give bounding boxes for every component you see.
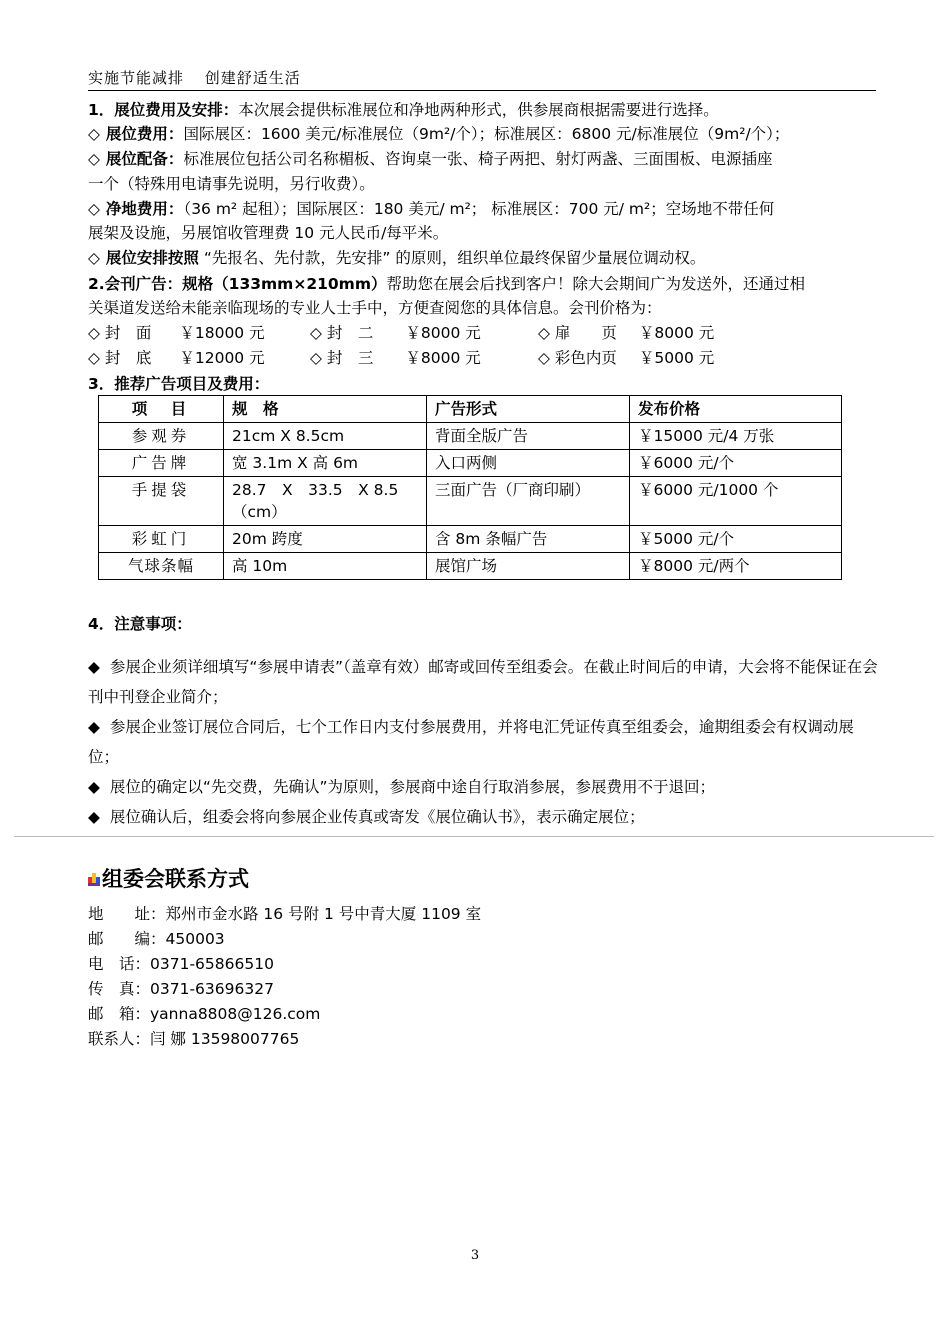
- contact-title-line: [88, 864, 249, 894]
- table-cell: ￥6000 元/个: [630, 450, 842, 477]
- notice-text: 参展企业签订展位合同后，七个工作日内支付参展费用，并将电汇凭证传真至组委会，逾期组委会有权调动展位；: [88, 718, 854, 766]
- table-cell: 三面广告（厂商印刷）: [427, 477, 630, 526]
- section1-title: 1．展位费用及安排：: [88, 101, 239, 119]
- notice-text: 展位的确定以“先交费，先确认”为原则，参展商中途自行取消参展，参展费用不于退回；: [109, 778, 715, 796]
- filled-diamond-bullet-icon: ◆: [88, 658, 100, 676]
- price-value: ￥18000 元: [179, 324, 265, 342]
- raw-space-line: [88, 197, 878, 221]
- price-item: [310, 346, 481, 370]
- table-cell: 彩虹门: [99, 526, 224, 553]
- notice-text: 参展企业须详细填写“参展申请表”（盖章有效）邮寄或回传至组委会。在截止时间后的申请，大会将不能保证在会刊中刊登企业简介；: [88, 658, 878, 706]
- price-item: [310, 321, 481, 345]
- table-cell: ￥8000 元/两个: [630, 553, 842, 580]
- section2-title-line: [88, 272, 878, 296]
- table-cell: 气球条幅: [99, 553, 224, 580]
- diamond-bullet-icon: ◇: [88, 200, 100, 218]
- booth-arrange-line: [88, 246, 878, 270]
- section4-title: 4．注意事项：: [88, 615, 192, 633]
- table-row: [99, 423, 842, 450]
- table-cell: ￥5000 元/个: [630, 526, 842, 553]
- booth-fee-text: 国际展区：1600 美元/标准展位（9m²/个）；标准展区：6800 元/标准展位（9m²/个）；: [183, 125, 790, 143]
- table-row: [99, 553, 842, 580]
- notice-item: [88, 772, 878, 802]
- booth-arrange-label: 展位安排按照: [105, 249, 199, 267]
- price-label: ◇ 封 三: [310, 349, 374, 367]
- booth-config-line: [88, 147, 878, 171]
- section1-intro: 本次展会提供标准展位和净地两种形式，供参展商根据需要进行选择。: [238, 101, 719, 119]
- price-label: ◇ 封 二: [310, 324, 374, 342]
- contact-phone: 电 话：0371-65866510: [88, 955, 274, 973]
- contact-person: 联系人：闫 娜 13598007765: [88, 1030, 300, 1048]
- raw-space-text: （36 m² 起租）；国际展区：180 美元/ m²； 标准展区：700 元/ m²；空场地不带任何: [183, 200, 775, 218]
- header-slogan-b: 创建舒适生活: [204, 69, 301, 87]
- price-item: [88, 346, 265, 370]
- contact-email: 邮 箱：yanna8808@126.com: [88, 1005, 321, 1023]
- price-label: ◇ 扉 页: [538, 324, 617, 342]
- table-cell: 高 10m: [224, 553, 427, 580]
- filled-diamond-bullet-icon: ◆: [88, 778, 100, 796]
- table-header-cell: 项 目: [99, 396, 224, 423]
- notice-item: [88, 652, 878, 712]
- booth-fee-label: 展位费用：: [105, 125, 184, 143]
- table-row: [99, 526, 842, 553]
- table-header-cell: 发布价格: [630, 396, 842, 423]
- filled-diamond-bullet-icon: ◆: [88, 808, 100, 826]
- notice-item: [88, 802, 878, 832]
- price-item: [88, 321, 265, 345]
- table-cell: 21cm X 8.5cm: [224, 423, 427, 450]
- table-header-cell: 广告形式: [427, 396, 630, 423]
- page-header: [88, 66, 876, 91]
- diamond-bullet-icon: ◇: [88, 150, 100, 168]
- diamond-bullet-icon: ◇: [88, 249, 100, 267]
- price-value: ￥8000 元: [405, 324, 481, 342]
- filled-diamond-bullet-icon: ◆: [88, 718, 100, 736]
- contact-title: 组委会联系方式: [102, 867, 249, 891]
- table-cell: 20m 跨度: [224, 526, 427, 553]
- ads-table: [98, 395, 842, 580]
- price-value: ￥12000 元: [179, 349, 265, 367]
- notice-item: [88, 712, 878, 772]
- table-cell: 入口两侧: [427, 450, 630, 477]
- raw-space-label: 净地费用：: [105, 200, 184, 218]
- section1-title-line: [88, 98, 878, 122]
- table-cell: 展馆广场: [427, 553, 630, 580]
- page-number: 3: [470, 1248, 480, 1263]
- catalog-price-grid: [88, 321, 788, 371]
- booth-config-label: 展位配备：: [105, 150, 184, 168]
- table-cell: 宽 3.1m X 高 6m: [224, 450, 427, 477]
- table-cell: ￥6000 元/1000 个: [630, 477, 842, 526]
- contact-fax: 传 真：0371-63696327: [88, 980, 274, 998]
- price-value: ￥8000 元: [405, 349, 481, 367]
- section2-text-line-2: 关渠道发送给未能亲临现场的专业人士手中，方便查阅您的具体信息。会刊价格为：: [88, 299, 662, 317]
- booth-fee-line: [88, 122, 878, 146]
- table-cell: 28.7 X 33.5 X 8.5（cm）: [224, 477, 427, 526]
- price-label: ◇ 封 面: [88, 324, 152, 342]
- table-header-row: [99, 396, 842, 423]
- contact-address: 地 址：郑州市金水路 16 号附 1 号中青大厦 1109 室: [88, 905, 482, 923]
- price-value: ￥8000 元: [638, 324, 715, 342]
- price-label: ◇ 彩色内页: [538, 349, 617, 367]
- price-value: ￥5000 元: [638, 349, 715, 367]
- table-row: [99, 450, 842, 477]
- section2-text: 帮助您在展会后找到客户！除大会期间广为发送外，还通过相: [386, 275, 805, 293]
- booth-arrange-text: “先报名、先付款，先安排” 的原则，组织单位最终保留少量展位调动权。: [198, 249, 706, 267]
- table-row: [99, 477, 842, 526]
- booth-config-text: 标准展位包括公司名称楣板、咨询桌一张、椅子两把、射灯两盏、三面围板、电源插座: [183, 150, 773, 168]
- notice-text: 展位确认后，组委会将向参展企业传真或寄发《展位确认书》，表示确定展位；: [109, 808, 645, 826]
- header-slogan-a: 实施节能减排: [88, 69, 185, 87]
- price-label: ◇ 封 底: [88, 349, 152, 367]
- diamond-bullet-icon: ◇: [88, 125, 100, 143]
- table-cell: 手提袋: [99, 477, 224, 526]
- section2-title: 2.会刊广告：规格（133mm×210mm）: [88, 275, 387, 293]
- colored-marker-icon: [88, 873, 100, 887]
- table-cell: 参观券: [99, 423, 224, 450]
- contact-postcode: 邮 编：450003: [88, 930, 225, 948]
- section-divider: [14, 836, 934, 837]
- booth-config-line-2: 一个（特殊用电请事先说明，另行收费）。: [88, 175, 375, 193]
- table-header-cell: 规 格: [224, 396, 427, 423]
- price-item: [538, 321, 714, 345]
- table-cell: ￥15000 元/4 万张: [630, 423, 842, 450]
- price-item: [538, 346, 714, 370]
- table-cell: 含 8m 条幅广告: [427, 526, 630, 553]
- raw-space-line-2: 展架及设施，另展馆收管理费 10 元人民币/每平米。: [88, 224, 449, 242]
- section3-title: 3．推荐广告项目及费用：: [88, 375, 270, 393]
- table-cell: 广告牌: [99, 450, 224, 477]
- table-cell: 背面全版广告: [427, 423, 630, 450]
